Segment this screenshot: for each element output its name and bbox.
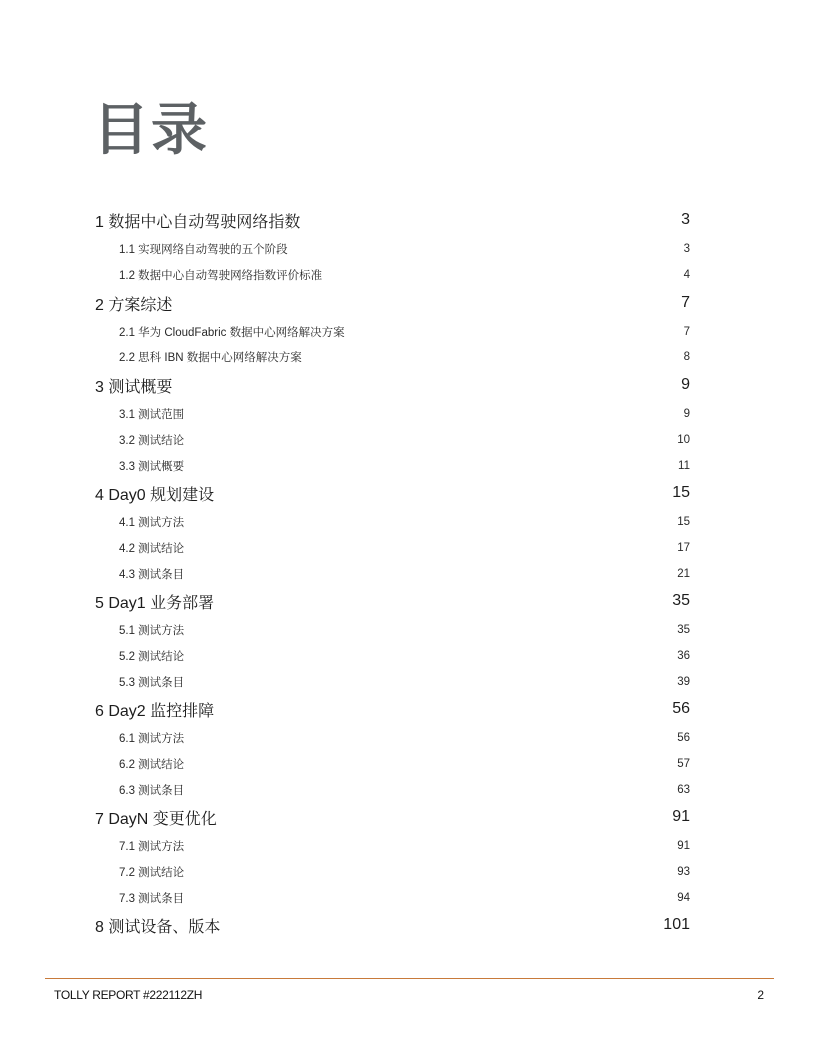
toc-entry-page: 36 xyxy=(677,650,690,662)
toc-entry[interactable] xyxy=(95,373,690,397)
toc-entry-label: 5.2 测试结论 xyxy=(119,651,185,663)
toc-entry-page: 63 xyxy=(677,784,690,796)
toc-entry[interactable] xyxy=(119,755,690,773)
toc-entry-page: 94 xyxy=(677,892,690,904)
toc-entry-page: 8 xyxy=(683,351,690,363)
toc-entry-label: 4 Day0 规划建设 xyxy=(95,486,215,504)
toc-entry-label: 2.2 思科 IBN 数据中心网络解决方案 xyxy=(119,352,302,364)
toc-entry-page: 9 xyxy=(681,376,690,393)
toc-entry[interactable] xyxy=(95,589,690,613)
toc-entry[interactable] xyxy=(119,405,690,423)
toc-entry[interactable] xyxy=(119,266,690,284)
toc-entry-page: 56 xyxy=(672,700,690,717)
toc-entry-label: 7.1 测试方法 xyxy=(119,841,185,853)
toc-entry-label: 3.2 测试结论 xyxy=(119,435,185,447)
toc-entry[interactable] xyxy=(119,457,690,475)
toc-entry-label: 6.3 测试条目 xyxy=(119,785,185,797)
page-title: 目录 xyxy=(93,98,209,161)
toc-entry-page: 91 xyxy=(672,808,690,825)
footer-divider xyxy=(45,978,774,979)
toc-entry[interactable] xyxy=(119,863,690,881)
toc-entry-page: 4 xyxy=(683,269,690,281)
toc-entry[interactable] xyxy=(119,240,690,258)
toc-entry-label: 8 测试设备、版本 xyxy=(95,918,221,936)
toc-entry-page: 35 xyxy=(672,592,690,609)
toc-entry-label: 2.1 华为 CloudFabric 数据中心网络解决方案 xyxy=(119,327,345,339)
toc-entry[interactable] xyxy=(119,837,690,855)
toc-entry[interactable] xyxy=(119,647,690,665)
toc-entry-page: 10 xyxy=(677,434,690,446)
toc-entry[interactable] xyxy=(119,621,690,639)
toc-entry[interactable] xyxy=(119,513,690,531)
footer-page-number: 2 xyxy=(757,988,764,1002)
toc-entry-page: 35 xyxy=(677,624,690,636)
toc-entry-page: 21 xyxy=(677,568,690,580)
toc-entry-label: 4.2 测试结论 xyxy=(119,543,185,555)
toc-entry-page: 39 xyxy=(677,676,690,688)
toc-entry[interactable] xyxy=(119,889,690,907)
toc-entry[interactable] xyxy=(119,781,690,799)
toc-entry[interactable] xyxy=(119,323,690,341)
toc-entry-label: 4.3 测试条目 xyxy=(119,569,185,581)
footer-report-id: TOLLY REPORT #222112ZH xyxy=(54,988,203,1002)
toc-entry[interactable] xyxy=(95,291,690,315)
toc-entry[interactable] xyxy=(95,697,690,721)
toc-entry-page: 9 xyxy=(683,408,690,420)
toc-entry[interactable] xyxy=(119,673,690,691)
toc-entry[interactable] xyxy=(119,565,690,583)
toc-entry-page: 93 xyxy=(677,866,690,878)
toc-entry-label: 7 DayN 变更优化 xyxy=(95,810,217,828)
toc-entry-page: 101 xyxy=(663,916,690,933)
toc-entry-label: 1 数据中心自动驾驶网络指数 xyxy=(95,213,301,231)
toc-entry-label: 3.3 测试概要 xyxy=(119,461,185,473)
toc-entry-label: 4.1 测试方法 xyxy=(119,517,185,529)
toc-entry[interactable] xyxy=(95,913,690,937)
toc-entry[interactable] xyxy=(119,431,690,449)
toc-entry-page: 3 xyxy=(683,243,690,255)
toc-entry-label: 6.2 测试结论 xyxy=(119,759,185,771)
toc-entry-label: 7.2 测试结论 xyxy=(119,867,185,879)
toc-entry-label: 2 方案综述 xyxy=(95,296,173,314)
toc-entry-page: 3 xyxy=(681,211,690,228)
toc-entry[interactable] xyxy=(95,805,690,829)
toc-entry[interactable] xyxy=(119,539,690,557)
toc-entry-page: 15 xyxy=(672,484,690,501)
toc-entry-page: 15 xyxy=(677,516,690,528)
toc-entry-label: 7.3 测试条目 xyxy=(119,893,185,905)
toc-entry-page: 11 xyxy=(678,460,690,472)
toc-entry-label: 6 Day2 监控排障 xyxy=(95,702,215,720)
toc-entry-label: 1.2 数据中心自动驾驶网络指数评价标准 xyxy=(119,270,323,282)
toc-entry-page: 91 xyxy=(677,840,690,852)
toc-entry-page: 7 xyxy=(683,326,690,338)
toc-entry[interactable] xyxy=(119,348,690,366)
toc-entry[interactable] xyxy=(95,481,690,505)
toc-entry-label: 6.1 测试方法 xyxy=(119,733,185,745)
toc-entry[interactable] xyxy=(95,208,690,232)
toc-entry-page: 56 xyxy=(677,732,690,744)
toc-entry-label: 5.3 测试条目 xyxy=(119,677,185,689)
toc-entry-page: 17 xyxy=(677,542,690,554)
toc-entry-page: 57 xyxy=(677,758,690,770)
toc-entry-label: 3 测试概要 xyxy=(95,378,173,396)
toc-entry-label: 3.1 测试范围 xyxy=(119,409,185,421)
toc-entry-label: 5 Day1 业务部署 xyxy=(95,594,215,612)
toc-entry-label: 1.1 实现网络自动驾驶的五个阶段 xyxy=(119,244,288,256)
toc-entry-label: 5.1 测试方法 xyxy=(119,625,185,637)
toc-entry-page: 7 xyxy=(681,294,690,311)
toc-entry[interactable] xyxy=(119,729,690,747)
